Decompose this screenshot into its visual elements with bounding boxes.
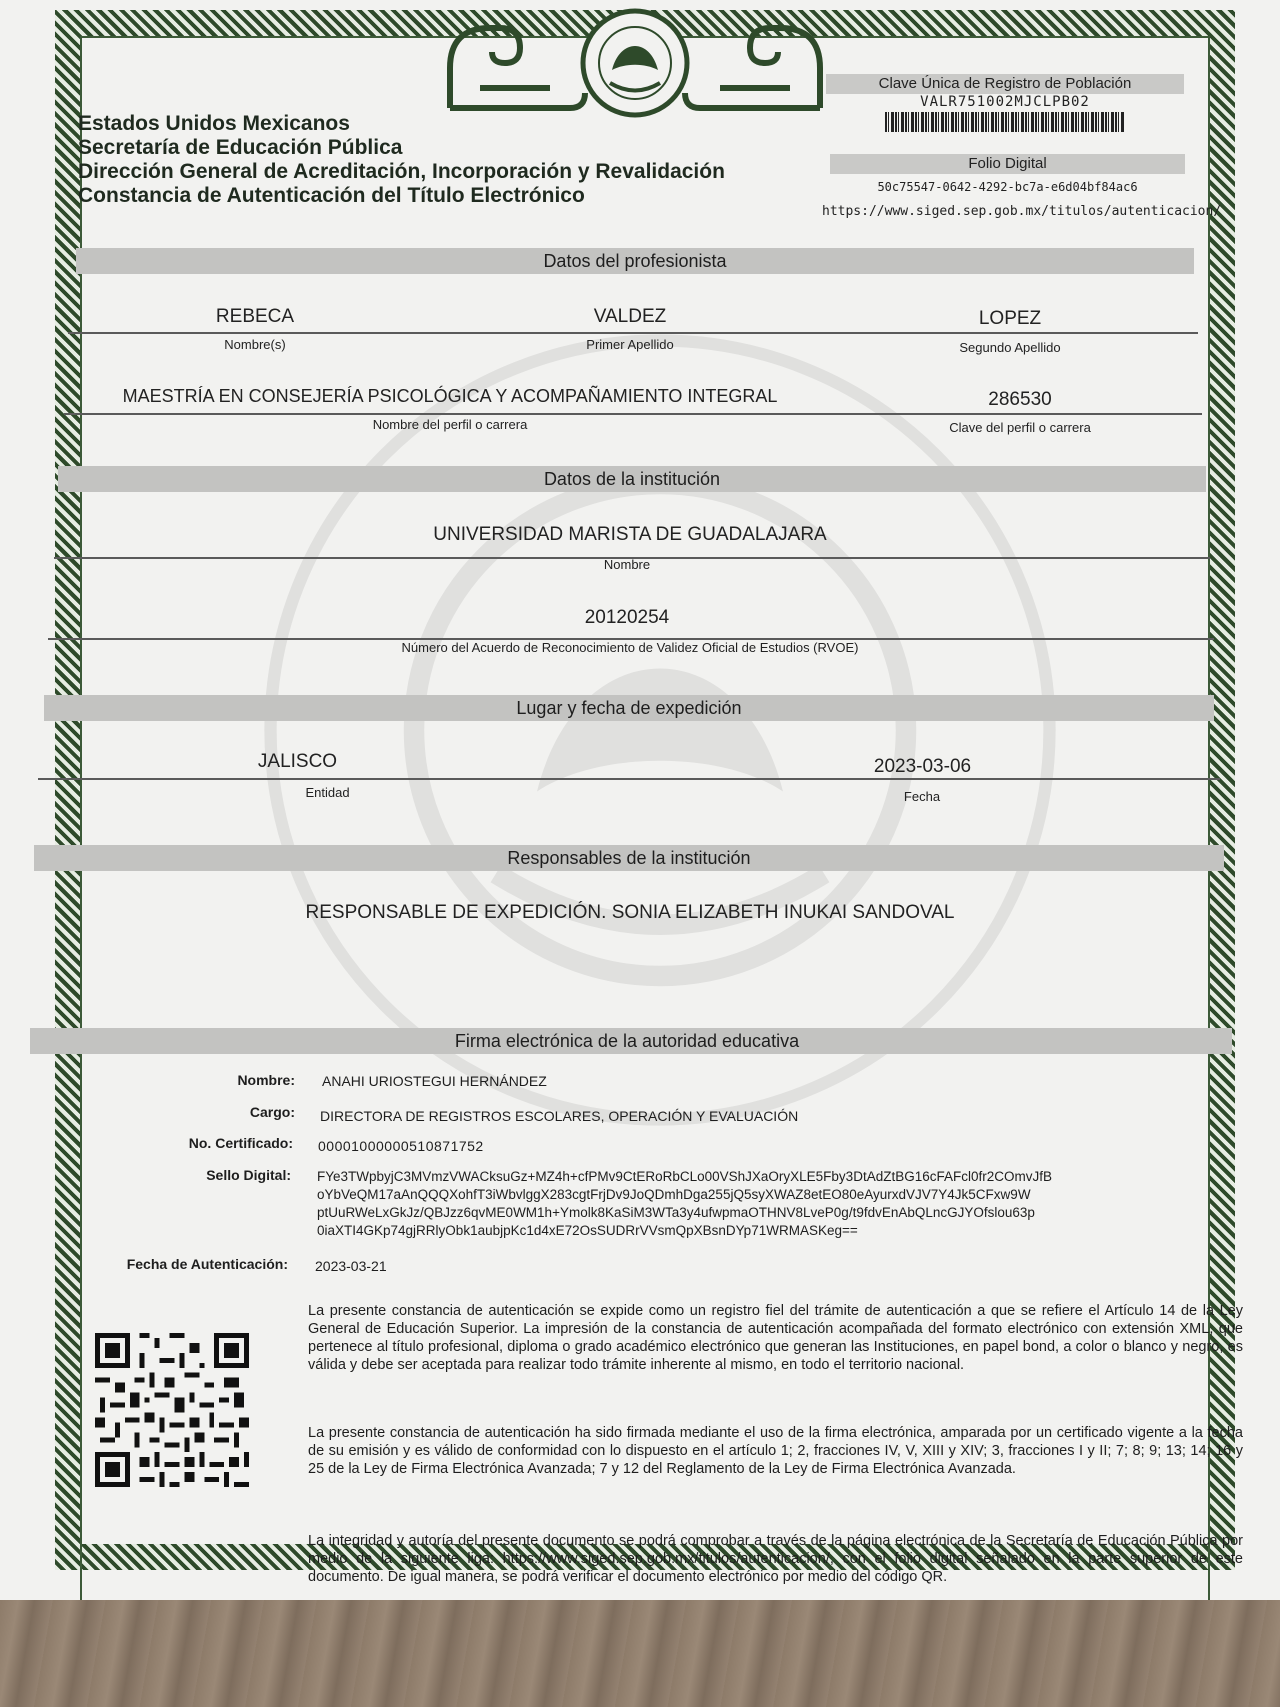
folio-label: Folio Digital bbox=[830, 154, 1185, 174]
firma-cargo-label: Cargo: bbox=[249, 1104, 295, 1120]
entidad-value: JALISCO bbox=[257, 751, 338, 772]
sello-line: FYe3TWpbyjC3MVmzVWACksuGz+MZ4h+cfPMv9CtERoRbCLo00VShJXaOryXLE5Fby3DtAdZtBG16cFAFcl0fr2COmvJfB bbox=[317, 1169, 1052, 1184]
curp-label: Clave Única de Registro de Población bbox=[826, 74, 1184, 94]
firma-fecha-value: 2023-03-21 bbox=[315, 1258, 387, 1274]
legal-paragraph-2: La presente constancia de autenticación ha sido firmada mediante el uso de la firma electrónica, amparada por un certificado vigente a la fecha de su emisión y es válido de conformidad con lo dispuesto en el artículo 1; 2, fracciones IV, V, XIII y XIV; 3, fracciones I y II; 7; 8; 9; 13; 14; 16 y 25 de la Ley de Firma Electrónica Avanzada; 7 y 12 del Reglamento de la Ley de Firma Electrónica Avanzada. bbox=[308, 1425, 1243, 1477]
primer-apellido-value: VALDEZ bbox=[593, 306, 667, 327]
barcode-icon bbox=[885, 112, 1125, 132]
folio-value: 50c75547-0642-4292-bc7a-e6d04bf84ac6 bbox=[877, 180, 1138, 194]
fecha-expedicion-value: 2023-03-06 bbox=[873, 756, 972, 777]
firma-certificado-value: 00001000000510871752 bbox=[318, 1138, 484, 1154]
header-secretaria: Secretaría de Educación Pública bbox=[78, 136, 403, 159]
header-direccion: Dirección General de Acreditación, Incorporación y Revalidación bbox=[78, 160, 725, 183]
curp-value: VALR751002MJCLPB02 bbox=[920, 94, 1090, 110]
sello-line: 0iaXTI4GKp74gjRRlyObk1aubjpKc1d4xE72OsSUDRrVVsmQpXBsnDYp71WRMASKeg== bbox=[317, 1223, 858, 1238]
header-constancia: Constancia de Autenticación del Título Electrónico bbox=[78, 184, 585, 207]
rvoe-label: Número del Acuerdo de Reconocimiento de Validez Oficial de Estudios (RVOE) bbox=[401, 640, 859, 655]
header-country: Estados Unidos Mexicanos bbox=[78, 112, 350, 135]
carrera-value: MAESTRÍA EN CONSEJERÍA PSICOLÓGICA Y ACOMPAÑAMIENTO INTEGRAL bbox=[122, 386, 778, 406]
rvoe-value: 20120254 bbox=[584, 607, 670, 628]
entidad-label: Entidad bbox=[305, 785, 350, 800]
paper-edge bbox=[0, 0, 30, 1615]
clave-carrera-value: 286530 bbox=[988, 389, 1052, 410]
section-institucion: Datos de la institución bbox=[58, 466, 1206, 492]
section-responsables: Responsables de la institución bbox=[34, 845, 1224, 871]
firma-sello-value bbox=[317, 1168, 1227, 1240]
firma-nombre-value: ANAHI URIOSTEGUI HERNÁNDEZ bbox=[322, 1073, 547, 1089]
firma-cargo-value: DIRECTORA DE REGISTROS ESCOLARES, OPERACIÓN Y EVALUACIÓN bbox=[320, 1108, 799, 1124]
sello-line: ptUuRWeLxGkJz/QBJzz6qvME0WM1h+Ymolk8KaSiM3WTa3y4ufwpmaOTHNV8LveP0g/t9fdvEnAbQLncGJYOfslou63p bbox=[317, 1205, 1035, 1220]
header-titles bbox=[78, 112, 725, 208]
divider-line bbox=[64, 413, 1202, 415]
fecha-expedicion-label: Fecha bbox=[903, 789, 941, 804]
legal-paragraph-1: La presente constancia de autenticación se expide como un registro fiel del trámite de autenticación a que se refiere el Artículo 14 de la Ley General de Educación Superior. La impresión de la constancia de autenticación acompañada del formato electrónico con extensión XML, que pertenece al título profesional, diploma o grado académico electrónico que generan las Instituciones, en papel bond, a color o blanco y negro, es válida y debe ser aceptada para realizar todo trámite inherente al mismo, en todo el territorio nacional. bbox=[308, 1303, 1243, 1373]
section-firma: Firma electrónica de la autoridad educativa bbox=[22, 1028, 1232, 1054]
clave-carrera-label: Clave del perfil o carrera bbox=[949, 420, 1091, 435]
institucion-nombre-label: Nombre bbox=[603, 557, 651, 572]
section-expedicion: Lugar y fecha de expedición bbox=[44, 695, 1214, 721]
segundo-apellido-label: Segundo Apellido bbox=[959, 340, 1061, 355]
nombre-value: REBECA bbox=[215, 306, 295, 327]
firma-sello-label: Sello Digital: bbox=[206, 1167, 291, 1183]
firma-nombre-label: Nombre: bbox=[237, 1072, 295, 1088]
coat-of-arms-emblem-icon bbox=[440, 8, 830, 118]
verification-url: https://www.siged.sep.gob.mx/titulos/autenticacion/ bbox=[822, 204, 1222, 219]
divider-line bbox=[38, 778, 1220, 780]
legal-paragraph-3: La integridad y autoría del presente documento se podrá comprobar a través de la página electrónica de la Secretaría de Educación Pública por medio de la siguiente liga: https://www.siged.sep.gob.mx/titulos/autenticacion/, con el folio digital señalado en la parte superior de este documento. De igual manera, se podrá verificar el documento electrónico por medio del código QR. bbox=[308, 1533, 1243, 1585]
table-surface bbox=[0, 1600, 1280, 1707]
qr-code-icon bbox=[90, 1328, 254, 1492]
folio-block bbox=[830, 154, 1185, 194]
institucion-nombre-value: UNIVERSIDAD MARISTA DE GUADALAJARA bbox=[433, 524, 827, 545]
responsable-value: RESPONSABLE DE EXPEDICIÓN. SONIA ELIZABETH INUKAI SANDOVAL bbox=[305, 902, 955, 923]
primer-apellido-label: Primer Apellido bbox=[586, 337, 674, 352]
section-profesionista: Datos del profesionista bbox=[76, 248, 1194, 274]
firma-certificado-label: No. Certificado: bbox=[188, 1135, 293, 1151]
divider-line bbox=[68, 332, 1198, 334]
firma-fecha-label: Fecha de Autenticación: bbox=[126, 1256, 288, 1272]
sello-line: oYbVeQM17aAnQQQXohfT3iWbvlggX283cgtFrjDv9JoQDmhDga255jQ5syXWAZ8etEO80eAyurxdVJV7Y4Jk5CFxw9W bbox=[317, 1187, 1031, 1202]
carrera-label: Nombre del perfil o carrera bbox=[372, 417, 528, 432]
watermark-seal-icon bbox=[250, 320, 1070, 1140]
curp-block bbox=[826, 74, 1184, 132]
segundo-apellido-value: LOPEZ bbox=[978, 308, 1042, 329]
nombre-label: Nombre(s) bbox=[224, 337, 286, 352]
